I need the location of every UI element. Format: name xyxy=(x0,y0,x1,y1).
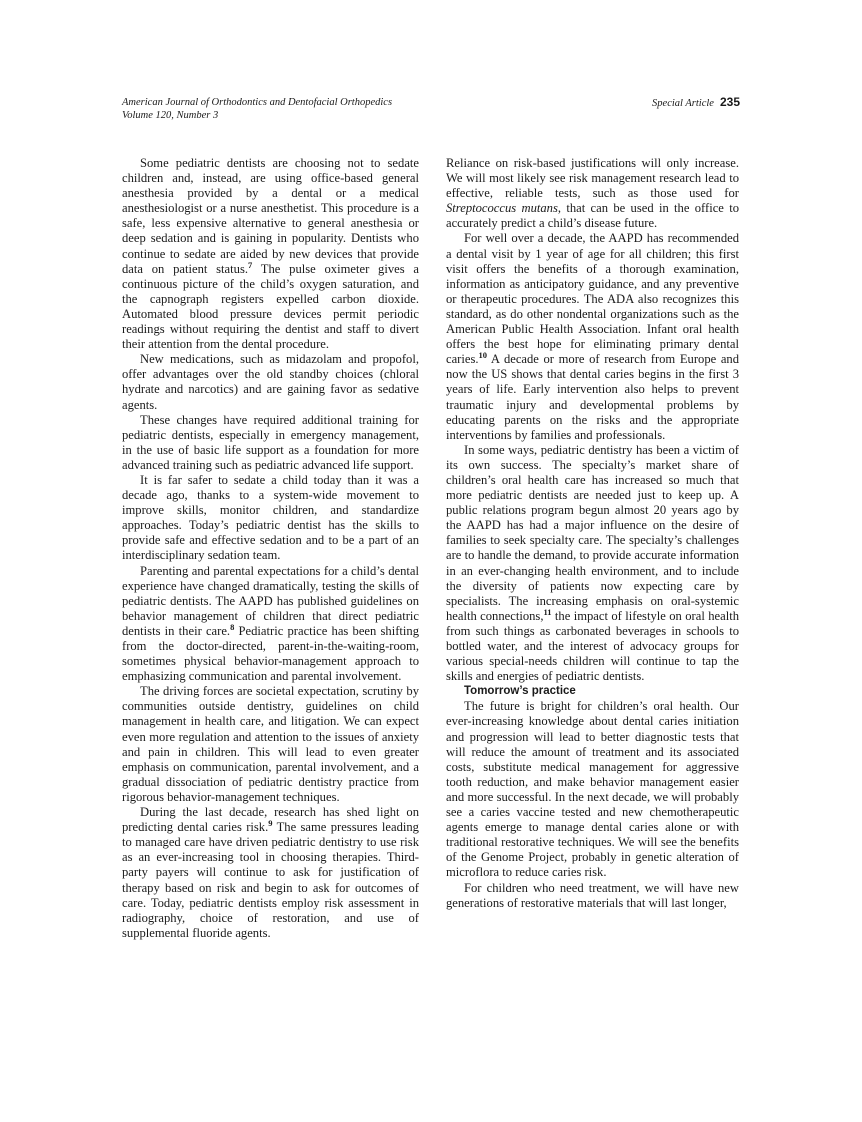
text: For well over a decade, the AAPD has recommended a dental visit by 1 year of age for all children; this first visit offers the benefits of a thorough examination, information as anticipatory guidance, and any preventive or therapeutic procedures. The ADA also recognizes this standard, as do other nondental organizations such as the American Public Health Association. Infant oral health offers the best hope for eliminating primary dental caries. xyxy=(446,231,739,367)
paragraph xyxy=(122,564,419,685)
volume-number: Volume 120, Number 3 xyxy=(122,110,219,121)
reference-11: 11 xyxy=(543,606,552,617)
reference-10: 10 xyxy=(478,350,488,361)
paragraph xyxy=(122,156,419,352)
journal-title: American Journal of Orthodontics and Dentofacial Orthopedics xyxy=(122,97,393,108)
paragraph: The driving forces are societal expectation, scrutiny by communities outside dentistry, guidelines on child management in health care, and litigation. We can expect even more regulation and attention to the issues of anxiety and pain in children. This will lead to even greater emphasis on communication, parental involvement, and a gradual dissociation of pediatric dentistry practice from rigorous behavior-management techniques. xyxy=(122,684,419,804)
reference-8: 8 xyxy=(230,621,235,632)
right-column xyxy=(446,156,739,911)
running-header-left xyxy=(122,96,392,122)
page-number: 235 xyxy=(719,95,740,109)
text: Reliance on risk-based justifications will only increase. We will most likely see risk management research lead to effective, reliable tests, such as those used for xyxy=(446,156,739,201)
paragraph: For children who need treatment, we will have new generations of restorative materials that will last longer, xyxy=(446,880,739,910)
species-name: Streptococcus mutans xyxy=(446,201,558,216)
text: During the last decade, research has shed light on predicting dental caries risk. xyxy=(122,805,419,835)
paragraph: These changes have required additional training for pediatric dentists, especially in emergency management, in the use of basic life support as a foundation for more advanced training such as pediatric advanced life support. xyxy=(122,412,419,472)
text: the impact of lifestyle on oral health from such things as carbonated beverages in schools to bottled water, and the interest of advocacy groups for various special-needs children will continue to tap the skills and energies of pediatric dentists. xyxy=(446,608,739,684)
left-column xyxy=(122,156,419,941)
paragraph: The future is bright for children’s oral health. Our ever-increasing knowledge about dental caries initiation and progression will lead to better diagnostic tests that will reduce the amount of treatment and its associated costs, substitute medical management for aggressive tooth reduction, and make behavior management easier and more successful. In the next decade, we will probably see a caries vaccine tested and new chemotherapeutic agents emerge to manage dental caries alone or with traditional restorative techniques. We will see the benefits of the Genome Project, probably in genetic alteration of microflora to reduce caries risk. xyxy=(446,699,739,880)
reference-7: 7 xyxy=(248,259,253,270)
text: A decade or more of research from Europe and now the US shows that dental caries begins in the first 3 years of life. Early intervention also helps to prevent traumatic injury and developmental problems by educating parents on the risks and the appropriate interventions by families and professionals. xyxy=(446,352,739,442)
paragraph xyxy=(446,443,739,685)
text: The same pressures leading to managed care have driven pediatric dentistry to use risk as an ever-increasing tool in choosing therapies. Third-party payers will continue to ask for justification of therapy based on risk and begin to ask for outcomes of care. Today, pediatric dentists employ risk assessment in radiography, choice of restoration, and use of supplemental fluoride agents. xyxy=(122,820,419,940)
paragraph xyxy=(446,156,739,231)
text: , that can be used in the office to accurately predict a child’s disease future. xyxy=(446,201,740,231)
text: Some pediatric dentists are choosing not to sedate children and, instead, are using office-based general anesthesia provided by a dental or a medical anesthesiologist or a nurse anesthetist. This procedure is a safe, less expensive alternative to general anesthesia or deep sedation and is gaining in popularity. Dentists who continue to sedate are aided by new devices that provide data on patient status. xyxy=(122,156,419,276)
text: In some ways, pediatric dentistry has been a victim of its own success. The specialty’s market share of children’s oral health care has increased so much that more pediatric dentists are needed just to keep up. A public relations program begun almost 20 years ago by the AAPD has had a major influence on the desire of families to seek specialty care. The specialty’s challenges are to handle the demand, to provide accurate information in an ever-changing health environment, and to include the diversity of patients now expecting care by specialists. The increasing emphasis on oral-systemic health connections, xyxy=(446,442,739,623)
paragraph xyxy=(122,805,419,941)
running-header-right xyxy=(652,96,740,110)
paragraph: New medications, such as midazolam and propofol, offer advantages over the old standby choices (chloral hydrate and narcotics) and are gaining favor as sedative agents. xyxy=(122,352,419,412)
text: The pulse oximeter gives a continuous picture of the child’s oxygen saturation, and the capnograph registers expelled carbon dioxide. Automated blood pressure devices permit periodic readings without requiring the dentist and staff to divert their attention from the dental procedure. xyxy=(122,261,419,352)
paragraph xyxy=(446,231,739,442)
paragraph: It is far safer to sedate a child today than it was a decade ago, thanks to a system-wide movement to improve skills, monitor children, and standardize approaches. Today’s pediatric dentist has the skills to provide safe and effective sedation and to be a part of an interdisciplinary sedation team. xyxy=(122,472,419,563)
section-label: Special Article xyxy=(652,98,714,109)
text: Pediatric practice has been shifting from the doctor-directed, parent-in-the-waiting-room, sometimes physical behavior-management approach to emphasizing communication and parental involvement. xyxy=(122,623,419,684)
text: Parenting and parental expectations for a child’s dental experience have changed dramatically, testing the skills of pediatric dentists. The AAPD has published guidelines on behavior management of children that direct pediatric dentists in their care. xyxy=(122,563,419,638)
section-heading: Tomorrow’s practice xyxy=(464,685,576,698)
reference-9: 9 xyxy=(268,818,273,829)
